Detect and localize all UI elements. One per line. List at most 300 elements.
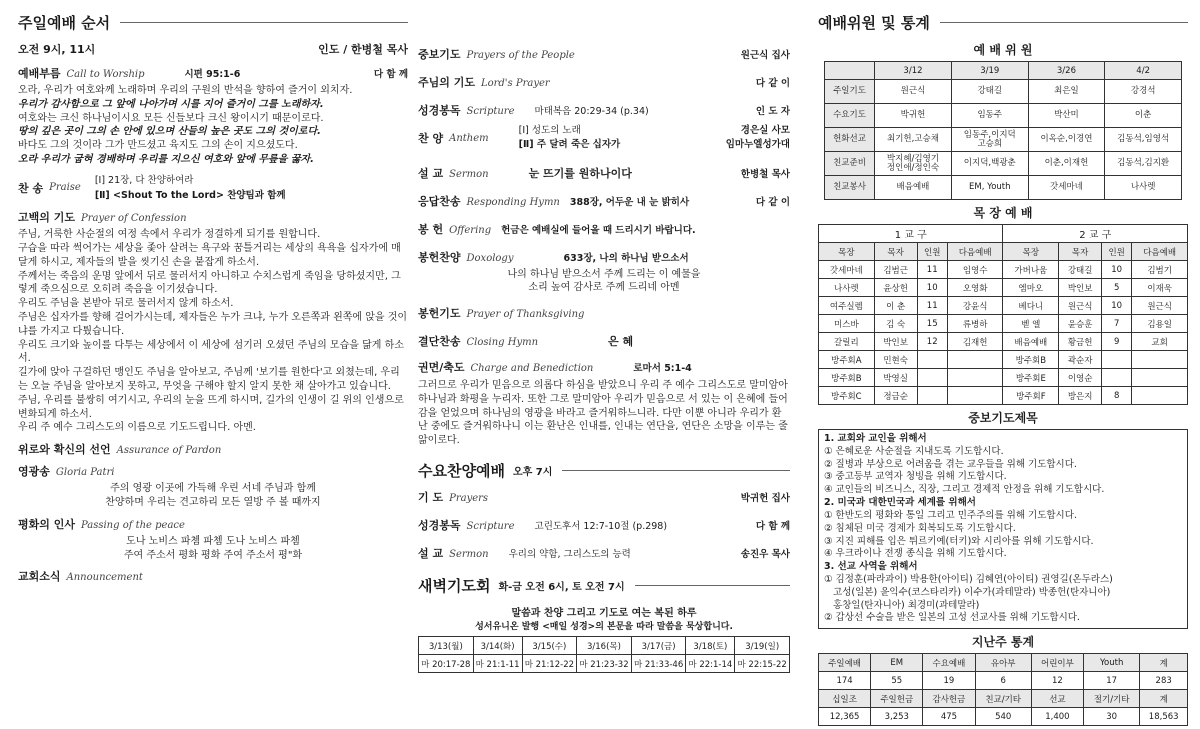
- stats-header: EM: [871, 654, 923, 672]
- item-title: 찬 송: [18, 181, 44, 195]
- prayer-item: ④ 교인들의 비즈니스, 직장, 그리고 경제적 안정을 위해 기도합시다.: [824, 484, 1105, 496]
- confession-line: 우리 주 예수 그리스도의 이름으로 기도드립니다. 아멘.: [18, 422, 256, 434]
- item-role: 다 같 이: [755, 78, 790, 89]
- wednesday-items: [418, 489, 790, 561]
- dawn-prayer-subtitle: 말씀과 찬양 그리고 기도로 여는 복된 하루: [511, 608, 697, 620]
- item-english: Announcement: [66, 572, 143, 584]
- prayer-topics-title: 중보기도제목: [968, 411, 1038, 425]
- dawn-prayer-time: 화-금 오전 6시, 토 오전 7시: [498, 582, 625, 594]
- servers-table: [824, 61, 1182, 200]
- confession-text: [18, 228, 408, 435]
- announcement: [18, 568, 408, 584]
- dawn-passage: 마 21:12-22: [522, 655, 577, 673]
- stats-header: 선교: [1031, 690, 1083, 708]
- item-detail: 고린도후서 12:7-10절 (p.298): [534, 521, 668, 533]
- item-role: 인 도 자: [755, 106, 790, 117]
- item-english: Offering: [449, 224, 492, 236]
- prayer-item: ③ 중고등부 교역자 청빙을 위해 기도합시다.: [824, 471, 1007, 483]
- cell-row: [819, 297, 1188, 315]
- cell-group-title: 목 장 예 배: [973, 206, 1033, 220]
- cell-value: 이 춘: [874, 297, 917, 315]
- servers-title: 예 배 위 원: [973, 43, 1033, 57]
- item-title: 주님의 기도: [418, 76, 475, 89]
- cell-value: 박인보: [874, 333, 917, 351]
- confession-line: 길가에 앉아 구걸하던 맹인도 주님을 알아보고, 주님께 '보기를 원한다'고 외쳤는데, 우리는 오늘 주님을 알아보지 못하고, 무엇을 구해야 할지 알지 못한 채 살아가고 있습니다.: [18, 367, 400, 392]
- call-line: 바다도 그의 것이라 그가 만드셨고 육지도 그의 손이 지으셨도다.: [18, 140, 298, 152]
- cell-value: 윤승훈: [1059, 315, 1102, 333]
- closing-hymn-title: 은 혜: [608, 335, 634, 349]
- stats-header: 감사헌금: [923, 690, 975, 708]
- item-english: Lord's Prayer: [480, 78, 550, 89]
- sermon: [418, 165, 790, 181]
- dawn-day: 3/17(금): [631, 637, 686, 655]
- district-1: 1 교 구: [819, 225, 1003, 243]
- cell-value: [1102, 351, 1132, 369]
- item-english: Scripture: [466, 521, 515, 533]
- cell-value: 10: [917, 279, 947, 297]
- dawn-prayer-header: [418, 575, 790, 596]
- cell-value: 방주회A: [819, 351, 875, 369]
- stats-value: 12: [1031, 672, 1083, 690]
- servers-name: EM, Youth: [951, 176, 1028, 200]
- benediction-text: 그러므로 우리가 믿음으로 의롭다 하심을 받았으니 우리 주 예수 그리스도로 말미암아 하나님과 화평을 누리자. 또한 그로 말미암아 우리가 믿음으로 서 있는 이 은혜에 들어감을 얻었으며 하나님의 영광을 바라고 즐거워하느니라. 다만 이뿐 아니라 우리가 환난 중에도 즐거워하나니 이는 환난은 인내를, 인내는 연단을, 연단은 소망을 이루는 줄 앎이로다.: [418, 380, 788, 447]
- servers-role: 수요기도: [825, 104, 875, 128]
- item-english: Doxology: [466, 252, 514, 264]
- servers-name: 이춘: [1105, 104, 1182, 128]
- servers-name: 이지덕,백광춘: [951, 152, 1028, 176]
- cell-value: 9: [1102, 333, 1132, 351]
- cell-value: 방주회B: [819, 369, 875, 387]
- dawn-passage: 마 21:23-32: [577, 655, 632, 673]
- item-english: Sermon: [449, 168, 489, 180]
- cell-row: [819, 261, 1188, 279]
- peace-lyrics-2: 주여 주소서 평화 평화 주여 주소서 평"화: [123, 549, 303, 561]
- servers-header: [825, 62, 875, 80]
- servers-name: 강경석: [1105, 80, 1182, 104]
- stats-value: 283: [1140, 672, 1188, 690]
- cell-header: 인원: [1102, 243, 1132, 261]
- cell-value: 나사렛: [819, 279, 875, 297]
- confession-line: 구습을 따라 썩어가는 세상을 좇아 살려는 욕구와 꿈틀거리는 세상의 욕욕을 십자가에 매달게 하시고, 제자들의 발을 씻기신 손을 붙잡게 하소서.: [18, 242, 401, 268]
- item-english: Anthem: [449, 132, 489, 144]
- confession-line: 주님, 거룩한 사순절의 여정 속에서 우리가 정결하게 되기를 원합니다.: [18, 229, 321, 241]
- item-english: Closing Hymn: [466, 337, 539, 349]
- cell-value: 방주회F: [1003, 387, 1059, 405]
- prayer-item: ② 침체된 미국 경제가 회복되도록 기도합시다.: [824, 522, 1016, 534]
- dawn-passage: 마 21:1-11: [473, 655, 522, 673]
- prayer-item: ④ 우크라이나 전쟁 종식을 위해 기도합시다.: [824, 548, 1007, 560]
- cell-value: 오영화: [947, 279, 1003, 297]
- item-title: 봉헌찬양: [418, 250, 461, 264]
- cell-value: 베다니: [1003, 297, 1059, 315]
- item-title: 설 교: [418, 166, 444, 180]
- doxology-lyrics-2: 소리 높여 감사로 주께 드리네 아멘: [528, 282, 680, 294]
- prayer-item: ① 은혜로운 사순절을 지내도록 기도합시다.: [824, 445, 1004, 457]
- cell-row: [819, 315, 1188, 333]
- servers-name: 김동석,임영석: [1105, 128, 1182, 152]
- item-english: Gloria Patri: [55, 467, 115, 479]
- item-detail: 마태복음 20:29-34 (p.34): [534, 106, 649, 117]
- prayer-item: ① 김정훈(파라과이) 박용한(아이티) 김혜연(아이티) 권영길(온두라스): [824, 573, 1113, 585]
- stats-value: 12,365: [819, 708, 871, 726]
- doxology: [418, 249, 790, 265]
- closing-hymn: [418, 333, 790, 349]
- cell-value: 김재헌: [947, 333, 1003, 351]
- prayer-topics: [818, 429, 1188, 629]
- servers-role: 친교봉사: [825, 176, 875, 200]
- cell-value: 갈릴리: [819, 333, 875, 351]
- cell-header: 다음예배: [947, 243, 1003, 261]
- offering-note: 헌금은 예배실에 들어올 때 드리시기 바랍니다.: [501, 224, 696, 236]
- servers-row: [825, 128, 1182, 152]
- dawn-prayer-note: 성서유니온 발행 <매일 성경>의 본문을 따라 말씀을 묵상합니다.: [475, 622, 733, 633]
- dawn-prayer-schedule: [418, 636, 790, 673]
- service-item: [418, 545, 790, 561]
- cell-value: 윤상헌: [874, 279, 917, 297]
- cell-value: 강태길: [1059, 261, 1102, 279]
- cell-value: 정금순: [874, 387, 917, 405]
- cell-value: 이재욱: [1132, 279, 1188, 297]
- stats-table: [818, 653, 1188, 726]
- service-item: [418, 102, 790, 118]
- cell-header: 인원: [917, 243, 947, 261]
- prayer-item: ② 갑상선 수술을 받은 일본의 고성 선교사를 위해 기도합시다.: [824, 612, 1080, 624]
- item-detail: 우리의 약함, 그리스도의 능력: [508, 549, 631, 561]
- item-title: 봉헌기도: [418, 307, 461, 321]
- cell-header: 다음예배: [1132, 243, 1188, 261]
- servers-role: 헌화선교: [825, 128, 875, 152]
- stats-value: 475: [923, 708, 975, 726]
- prayer-item: ② 질병과 부상으로 어려움을 겪는 교우들을 위해 기도합시다.: [824, 458, 1077, 470]
- cell-value: [947, 351, 1003, 369]
- cell-value: [947, 369, 1003, 387]
- service-time: 오전 9시, 11시: [18, 43, 96, 56]
- cell-value: 교회: [1132, 333, 1188, 351]
- cell-value: 김범근: [874, 261, 917, 279]
- servers-name: 최은일: [1028, 80, 1105, 104]
- gloria-lyrics-2: 찬양하며 우리는 견고하리 모든 열방 주 볼 때까지: [105, 496, 321, 508]
- cell-value: 원근식: [1132, 297, 1188, 315]
- cell-value: 엠마오: [1003, 279, 1059, 297]
- section-title: 주일예배 순서: [18, 14, 111, 32]
- cell-row: [819, 369, 1188, 387]
- prayer-item: ③ 지진 피해를 입은 튀르키예(터키)와 시리아를 위해 기도합시다.: [824, 535, 1094, 547]
- stats-header: 친교/기타: [975, 690, 1031, 708]
- wednesday-title: 수요찬양예배: [418, 462, 505, 481]
- cell-value: 방주회C: [819, 387, 875, 405]
- item-title: 기 도: [418, 491, 444, 505]
- item-english: Responding Hymn: [466, 196, 560, 208]
- servers-name: 갓세마네: [1028, 176, 1105, 200]
- call-line: 땅의 깊은 곳이 그의 손 안에 있으며 산들의 높은 곳도 그의 것이로다.: [18, 126, 321, 138]
- stats-header: 주일헌금: [871, 690, 923, 708]
- stats-value: 55: [871, 672, 923, 690]
- call-to-worship: [18, 65, 408, 81]
- cell-value: 5: [1102, 279, 1132, 297]
- anthem-performer-1: 경은실 사모: [740, 125, 790, 136]
- stats-value: 174: [819, 672, 871, 690]
- benediction: [418, 359, 790, 375]
- prayer-section-heading: 1. 교회와 교인을 위해서: [824, 433, 927, 444]
- stats-value: 19: [923, 672, 975, 690]
- stats-title: 지난주 통계: [971, 635, 1035, 650]
- cell-value: 미스바: [819, 315, 875, 333]
- item-title: 위로와 확신의 선언: [18, 443, 111, 457]
- item-english: Prayer of Confession: [80, 213, 187, 225]
- cell-row: [819, 279, 1188, 297]
- cell-value: [1132, 387, 1188, 405]
- service-item: [418, 46, 790, 62]
- cell-value: 방은지: [1059, 387, 1102, 405]
- order-of-worship-column: [18, 0, 408, 729]
- item-title: 권면/축도: [418, 361, 465, 375]
- dawn-passage: 마 21:33-46: [631, 655, 686, 673]
- cell-value: 갓세마네: [819, 261, 875, 279]
- item-title: 영광송: [18, 465, 50, 479]
- servers-role: 친교준비: [825, 152, 875, 176]
- servers-name: 임동주,이지덕 고승희: [951, 128, 1028, 152]
- servers-stats-column: [818, 0, 1188, 729]
- cell-value: [1132, 351, 1188, 369]
- service-time-row: [18, 41, 408, 57]
- sermon-preacher: 한병철 목사: [740, 168, 790, 180]
- stats-header: 유아부: [975, 654, 1031, 672]
- hymn-role: 다 같 이: [755, 196, 790, 208]
- prayer-item: 홍창일(탄자니아) 최경미(과테말라): [824, 599, 980, 611]
- item-role: 다 함 께: [373, 69, 408, 80]
- confession-line: 우리도 주님을 본받아 뒤로 물러서지 않게 하소서.: [18, 298, 234, 310]
- cell-value: 황금헌: [1059, 333, 1102, 351]
- passing-of-peace: [18, 516, 408, 532]
- stats-value: 17: [1084, 672, 1140, 690]
- servers-name: 이옥순,이경연: [1028, 128, 1105, 152]
- confession-line: 주님은 십자가를 향해 걸어가시는데, 제자들은 누가 크냐, 누가 오른쪽과 왼쪽에 앉을 것이냐를 가지고 다퉜습니다.: [18, 311, 408, 337]
- stats-value: 540: [975, 708, 1031, 726]
- item-role: 원근식 집사: [740, 50, 790, 61]
- stats-header: 수요예배: [923, 654, 975, 672]
- item-title: 봉 헌: [418, 222, 444, 236]
- stats-value: 18,563: [1140, 708, 1188, 726]
- cell-value: 원근식: [1059, 297, 1102, 315]
- cell-value: 김 숙: [874, 315, 917, 333]
- item-title: 응답찬송: [418, 194, 461, 208]
- stats-value: 1,400: [1031, 708, 1083, 726]
- servers-name: 최기헌,고승채: [875, 128, 952, 152]
- cell-row: [819, 351, 1188, 369]
- call-to-worship-text: [18, 84, 408, 167]
- service-items: [418, 46, 790, 118]
- item-english: Praise: [49, 182, 81, 194]
- cell-value: 벧 엘: [1003, 315, 1059, 333]
- stats-header: 계: [1140, 690, 1188, 708]
- servers-header: 4/2: [1105, 62, 1182, 80]
- stats-header: Youth: [1084, 654, 1140, 672]
- servers-row: [825, 152, 1182, 176]
- dawn-day: 3/19(일): [735, 637, 790, 655]
- cell-value: 11: [917, 297, 947, 315]
- cell-value: 7: [1102, 315, 1132, 333]
- servers-header: 3/26: [1028, 62, 1105, 80]
- section-title: 예배위원 및 통계: [818, 14, 930, 32]
- dawn-day: 3/14(화): [473, 637, 522, 655]
- confession-line: 주께서는 죽음의 운명 앞에서 뒤로 물러서지 아니하고 수치스럽게 죽임을 당하셨지만, 그렇게 죽으심으로 오히려 죽음을 이기셨습니다.: [18, 270, 401, 296]
- cell-value: 가버나움: [1003, 261, 1059, 279]
- servers-header: 3/12: [875, 62, 952, 80]
- prayer-item: 고성(일본) 윤익수(코스타리카) 이수가(과테말라) 박종헌(탄자니아): [824, 586, 1111, 598]
- prayer-section-heading: 3. 선교 사역을 위해서: [824, 561, 918, 573]
- cell-value: [947, 387, 1003, 405]
- stats-header: 주일예배: [819, 654, 871, 672]
- confession-line: 우리도 크기와 높이를 다투는 세상에서 이 세상에 섬기러 오셨던 주님의 모습을 닮게 하소서.: [18, 339, 404, 365]
- servers-role: 주일기도: [825, 80, 875, 104]
- servers-name: 원근식: [875, 80, 952, 104]
- servers-name: 나사렛: [1105, 176, 1182, 200]
- servers-name: 이춘,이재헌: [1028, 152, 1105, 176]
- cell-value: 배음예배: [1003, 333, 1059, 351]
- dawn-day: 3/15(수): [522, 637, 577, 655]
- stats-header: 계: [1140, 654, 1188, 672]
- stats-header: 어린이부: [1031, 654, 1083, 672]
- praise-line-2: [Ⅱ] <Shout To the Lord> 찬양팀과 함께: [94, 189, 286, 201]
- cell-value: [917, 351, 947, 369]
- item-title: 결단찬송: [418, 335, 461, 349]
- responding-hymn: [418, 193, 790, 209]
- item-english: Sermon: [449, 549, 489, 561]
- servers-name: 박귀헌: [875, 104, 952, 128]
- cell-value: 김용일: [1132, 315, 1188, 333]
- service-item: [418, 517, 790, 533]
- anthem: [418, 124, 790, 153]
- call-line: 우리가 감사함으로 그 앞에 나아가며 시를 지어 즐거이 그를 노래하자.: [18, 98, 324, 110]
- item-english: Prayer of Thanksgiving: [466, 309, 585, 321]
- item-title: 고백의 기도: [18, 211, 75, 225]
- item-title: 예배부름: [18, 67, 61, 80]
- item-title: 설 교: [418, 547, 444, 561]
- servers-name: 강태길: [951, 80, 1028, 104]
- stats-value: 3,253: [871, 708, 923, 726]
- cell-row: [819, 333, 1188, 351]
- stats-value: 30: [1084, 708, 1140, 726]
- cell-value: [1102, 369, 1132, 387]
- cell-value: 여주실렘: [819, 297, 875, 315]
- call-line: 오라 우리가 굽혀 경배하며 우리를 지으신 여호와 앞에 무릎을 꿇자.: [18, 153, 314, 165]
- cell-header: 목자: [874, 243, 917, 261]
- gloria-patri: [18, 463, 408, 479]
- offering: [418, 221, 790, 237]
- cell-value: 이영순: [1059, 369, 1102, 387]
- cell-value: 박인보: [1059, 279, 1102, 297]
- item-english: Passing of the peace: [80, 519, 185, 531]
- doxology-lyrics-1: 나의 하나님 받으소서 주께 드리는 이 예물을: [507, 268, 701, 280]
- section-header: [18, 12, 408, 33]
- stats-header: 절기/기타: [1084, 690, 1140, 708]
- prayer-of-confession: [18, 209, 408, 225]
- servers-name: 김동석,김지환: [1105, 152, 1182, 176]
- dawn-day: 3/13(월): [419, 637, 474, 655]
- cell-value: 방주회B: [1003, 351, 1059, 369]
- item-english: Prayers: [449, 493, 489, 505]
- servers-header: 3/19: [951, 62, 1028, 80]
- hymn-title: 388장, 어두운 내 눈 밝히사: [569, 196, 690, 208]
- dawn-day: 3/18(토): [686, 637, 735, 655]
- prayer-of-thanksgiving: [418, 305, 790, 321]
- anthem-performer-2: 임마누엘성가대: [725, 139, 790, 151]
- wednesday-header: [418, 460, 790, 481]
- cell-value: 8: [1102, 387, 1132, 405]
- peace-lyrics-1: 도나 노비스 파쳄 파쳄 도나 노비스 파쳄: [126, 535, 300, 547]
- wednesday-time: 오후 7시: [512, 467, 553, 479]
- stats-value: 6: [975, 672, 1031, 690]
- dawn-passage: 마 20:17-28: [419, 655, 474, 673]
- item-reference: 시편 95:1-6: [184, 69, 241, 80]
- cell-header: 목자: [1059, 243, 1102, 261]
- cell-group-table: [818, 224, 1188, 405]
- item-title: 성경봉독: [418, 519, 461, 533]
- cell-value: [917, 369, 947, 387]
- cell-value: 김범기: [1132, 261, 1188, 279]
- dawn-day: 3/16(목): [577, 637, 632, 655]
- cell-value: 민현숙: [874, 351, 917, 369]
- item-title: 찬 양: [418, 132, 444, 146]
- cell-value: 박영실: [874, 369, 917, 387]
- praise: [18, 173, 408, 203]
- cell-value: 10: [1102, 261, 1132, 279]
- item-title: 평화의 인사: [18, 517, 75, 531]
- item-english: Charge and Benediction: [470, 363, 594, 375]
- district-2: 2 교 구: [1003, 225, 1188, 243]
- cell-header: 목장: [819, 243, 875, 261]
- dawn-passage: 마 22:15-22: [735, 655, 790, 673]
- call-line: 여호와는 크신 하나님이시요 모든 신들보다 크신 왕이시기 때문이로다.: [18, 112, 324, 124]
- cell-value: [1132, 369, 1188, 387]
- servers-name: 박지혜/김영기 정인애/정인숙: [875, 152, 952, 176]
- item-role: 다 함 께: [755, 521, 790, 533]
- cell-value: 류병하: [947, 315, 1003, 333]
- item-title: 중보기도: [418, 48, 461, 61]
- cell-value: 강윤식: [947, 297, 1003, 315]
- item-english: Assurance of Pardon: [116, 445, 222, 457]
- cell-value: 11: [917, 261, 947, 279]
- service-item: [418, 74, 790, 90]
- item-role: 송진우 목사: [740, 549, 790, 561]
- servers-row: [825, 176, 1182, 200]
- prayer-section-heading: 2. 미국과 대한민국과 세계를 위해서: [824, 497, 976, 509]
- cell-value: 15: [917, 315, 947, 333]
- cell-value: 12: [917, 333, 947, 351]
- item-english: Scripture: [466, 106, 515, 117]
- dawn-passage: 마 22:1-14: [686, 655, 735, 673]
- order-continued-column: [418, 0, 790, 729]
- item-title: 교회소식: [18, 570, 61, 584]
- cell-value: [917, 387, 947, 405]
- cell-row: [819, 387, 1188, 405]
- item-english: Prayers of the People: [466, 50, 575, 61]
- doxology-hymn: 633장, 나의 하나님 받으소서: [563, 252, 689, 264]
- cell-value: 임영수: [947, 261, 1003, 279]
- service-item: [418, 489, 790, 505]
- service-leader: 인도 / 한병철 목사: [318, 43, 408, 56]
- confession-line: 주님, 우리를 불쌍히 여기시고, 우리의 눈을 뜨게 하시며, 길가의 인생이 길 위의 인생으로 변화되게 하소서.: [18, 394, 404, 420]
- servers-row: [825, 80, 1182, 104]
- servers-name: 임동주: [951, 104, 1028, 128]
- cell-value: 10: [1102, 297, 1132, 315]
- anthem-line-2: [Ⅱ] 주 달려 죽은 십자가: [518, 139, 621, 151]
- item-english: Call to Worship: [66, 69, 145, 80]
- anthem-line-1: [Ⅰ] 성도의 노래: [518, 125, 581, 136]
- cell-header: 목장: [1003, 243, 1059, 261]
- cell-value: 곽순자: [1059, 351, 1102, 369]
- assurance-of-pardon: [18, 441, 408, 457]
